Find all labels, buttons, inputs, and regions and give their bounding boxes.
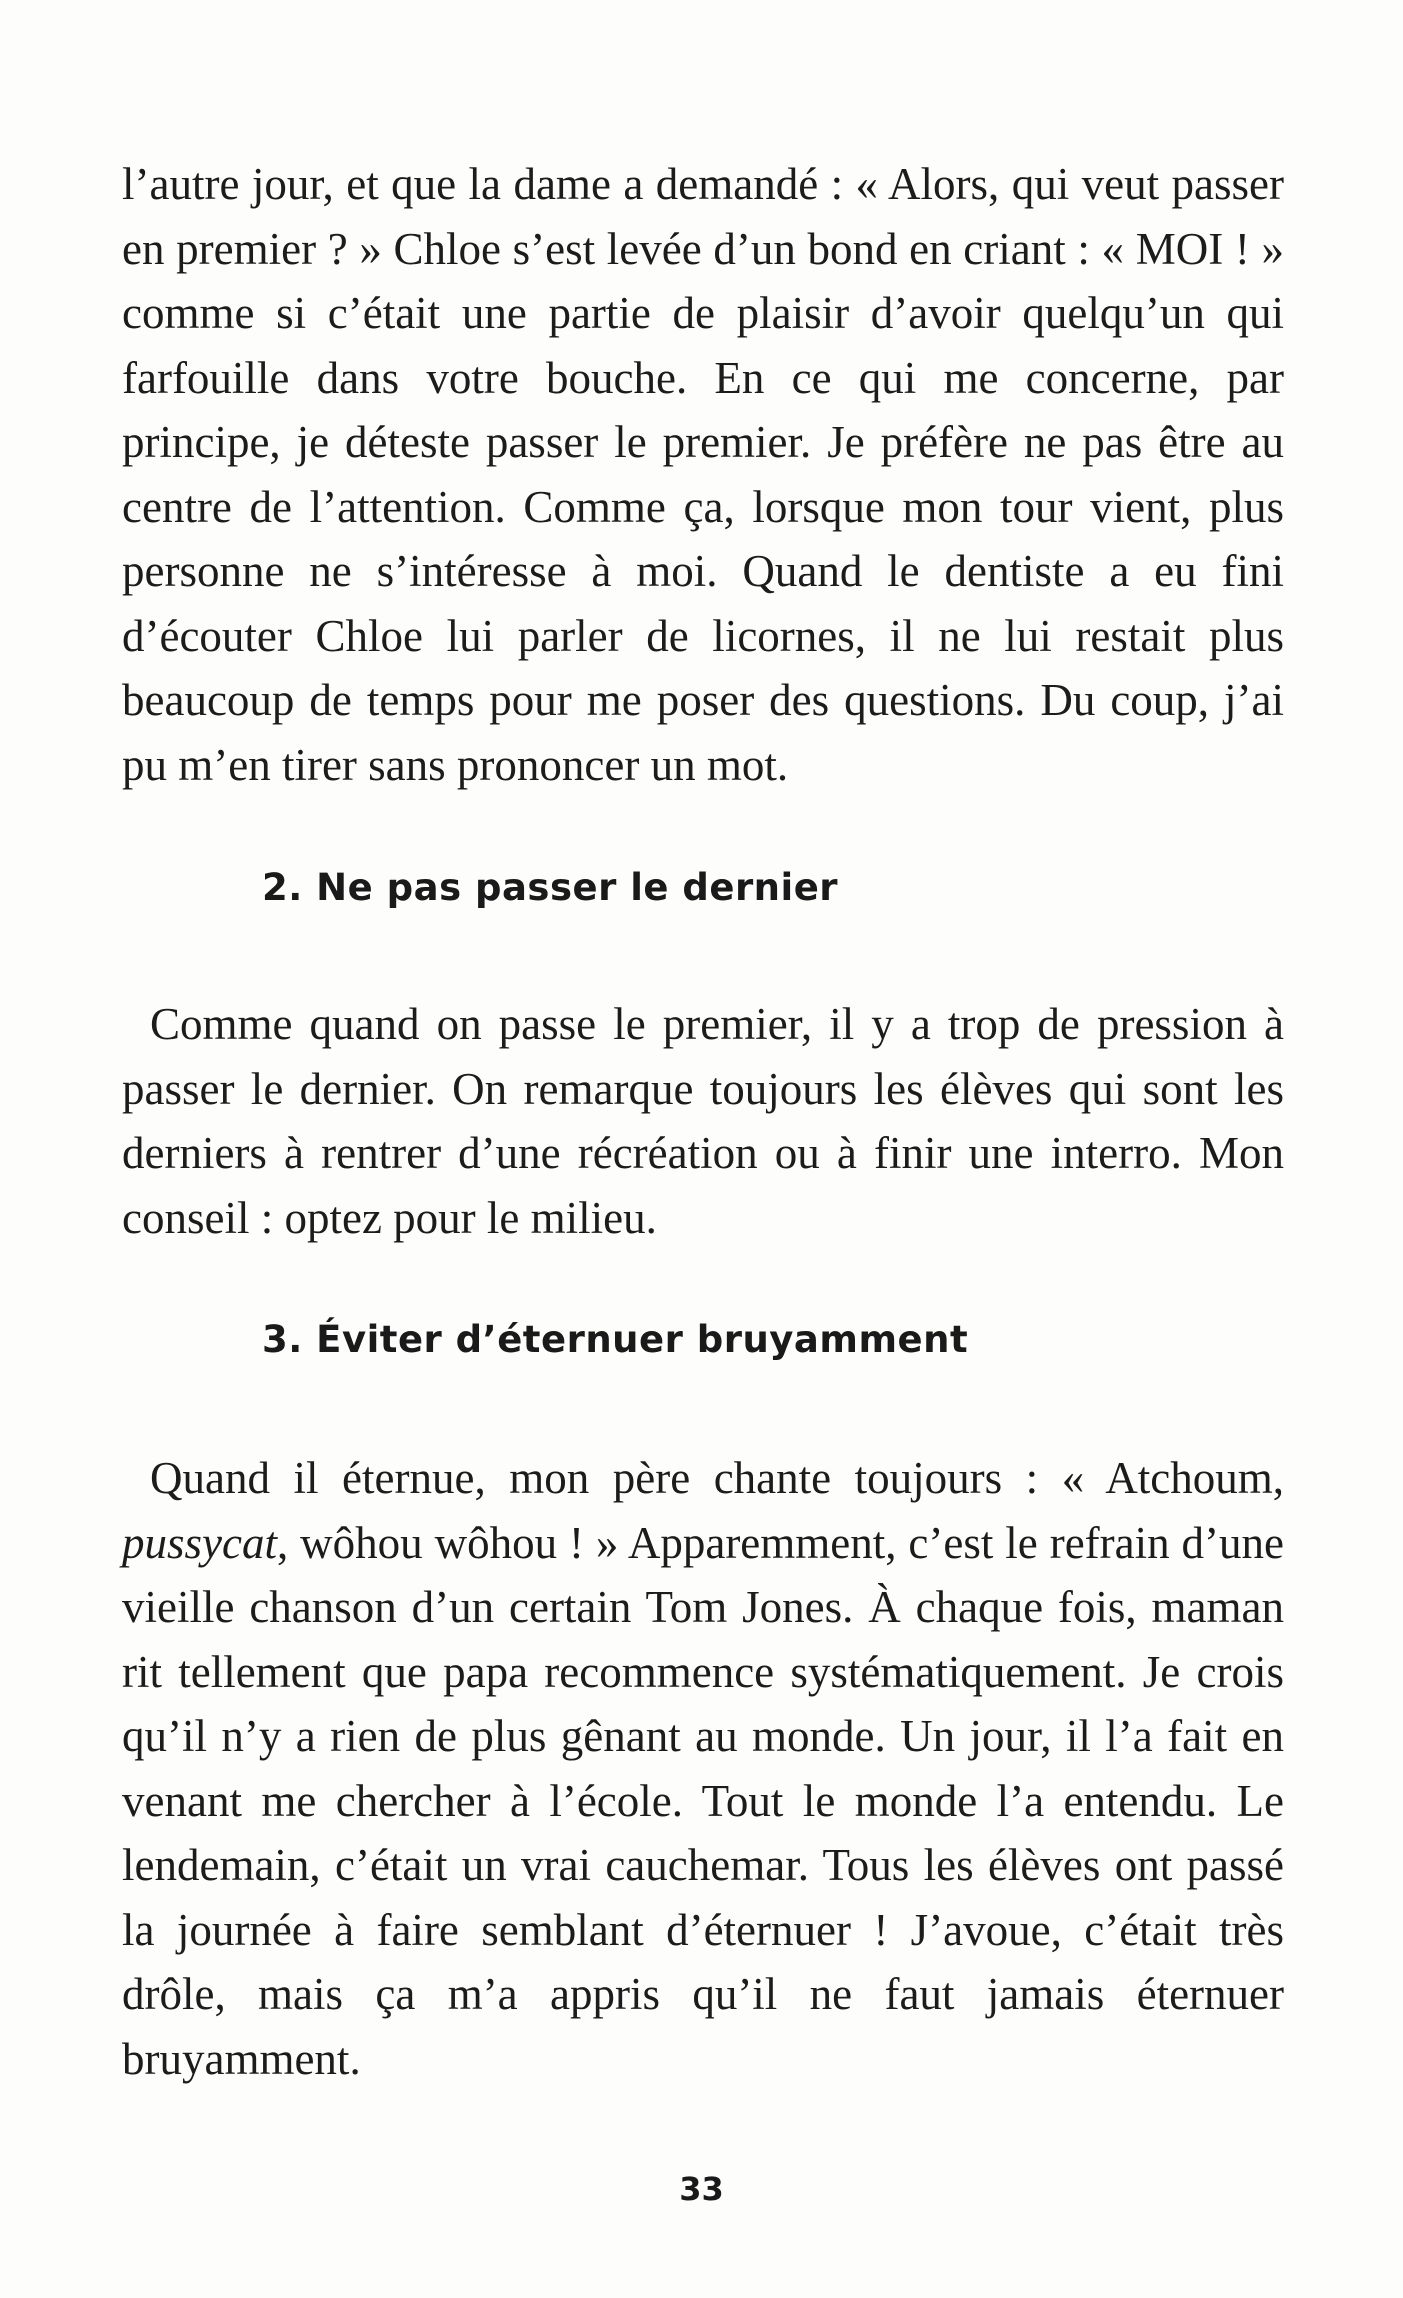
paragraph-text: Comme quand on passe le premier, il y a trop de pression à passer le dernier. On remarque toujours les élèves qui sont les derniers à rentrer d’une récréation ou à finir une interro. Mon conseil : optez pour le milieu. bbox=[122, 999, 1284, 1243]
paragraph-text: l’autre jour, et que la dame a demandé : « Alors, qui veut passer en premier ? » Chloe s’est levée d’un bond en criant : « MOI ! » comme si c’était une partie de plaisir d’avoir quelqu’un qui farfouille dans votre bouche. En ce qui me concerne, par principe, je déteste passer le premier. Je préfère ne pas être au centre de l’attention. Comme ça, lorsque mon tour vient, plus personne ne s’intéresse à moi. Quand le dentiste a eu fini d’écouter Chloe lui parler de licornes, il ne lui restait plus beaucoup de temps pour me poser des questions. Du coup, j’ai pu m’en tirer sans prononcer un mot. bbox=[122, 159, 1284, 790]
paragraph-text-start: Quand il éternue, mon père chante toujours : « Atchoum, bbox=[150, 1453, 1284, 1503]
section-heading-3: 3. Éviter d’éternuer bruyamment bbox=[262, 1318, 969, 1361]
page-number: 33 bbox=[679, 2170, 724, 2208]
paragraph-section-2 bbox=[122, 992, 1284, 1250]
section-heading-2: 2. Ne pas passer le dernier bbox=[262, 866, 839, 909]
paragraph-section-3 bbox=[122, 1446, 1284, 2091]
paragraph-intro-continuation bbox=[122, 152, 1284, 797]
italic-word: pussycat bbox=[122, 1517, 277, 1568]
paragraph-text-end: , wôhou wôhou ! » Apparemment, c’est le refrain d’une vieille chanson d’un certain Tom Jones. À chaque fois, maman rit tellement que papa recommence systématiquement. Je crois qu’il n’y a rien de plus gênant au monde. Un jour, il l’a fait en venant me chercher à l’école. Tout le monde l’a entendu. Le lendemain, c’était un vrai cauchemar. Tous les élèves ont passé la journée à faire semblant d’éternuer ! J’avoue, c’était très drôle, mais ça m’a appris qu’il ne faut jamais éternuer bruyamment. bbox=[122, 1517, 1284, 2084]
paragraph-text bbox=[122, 1446, 1284, 2091]
